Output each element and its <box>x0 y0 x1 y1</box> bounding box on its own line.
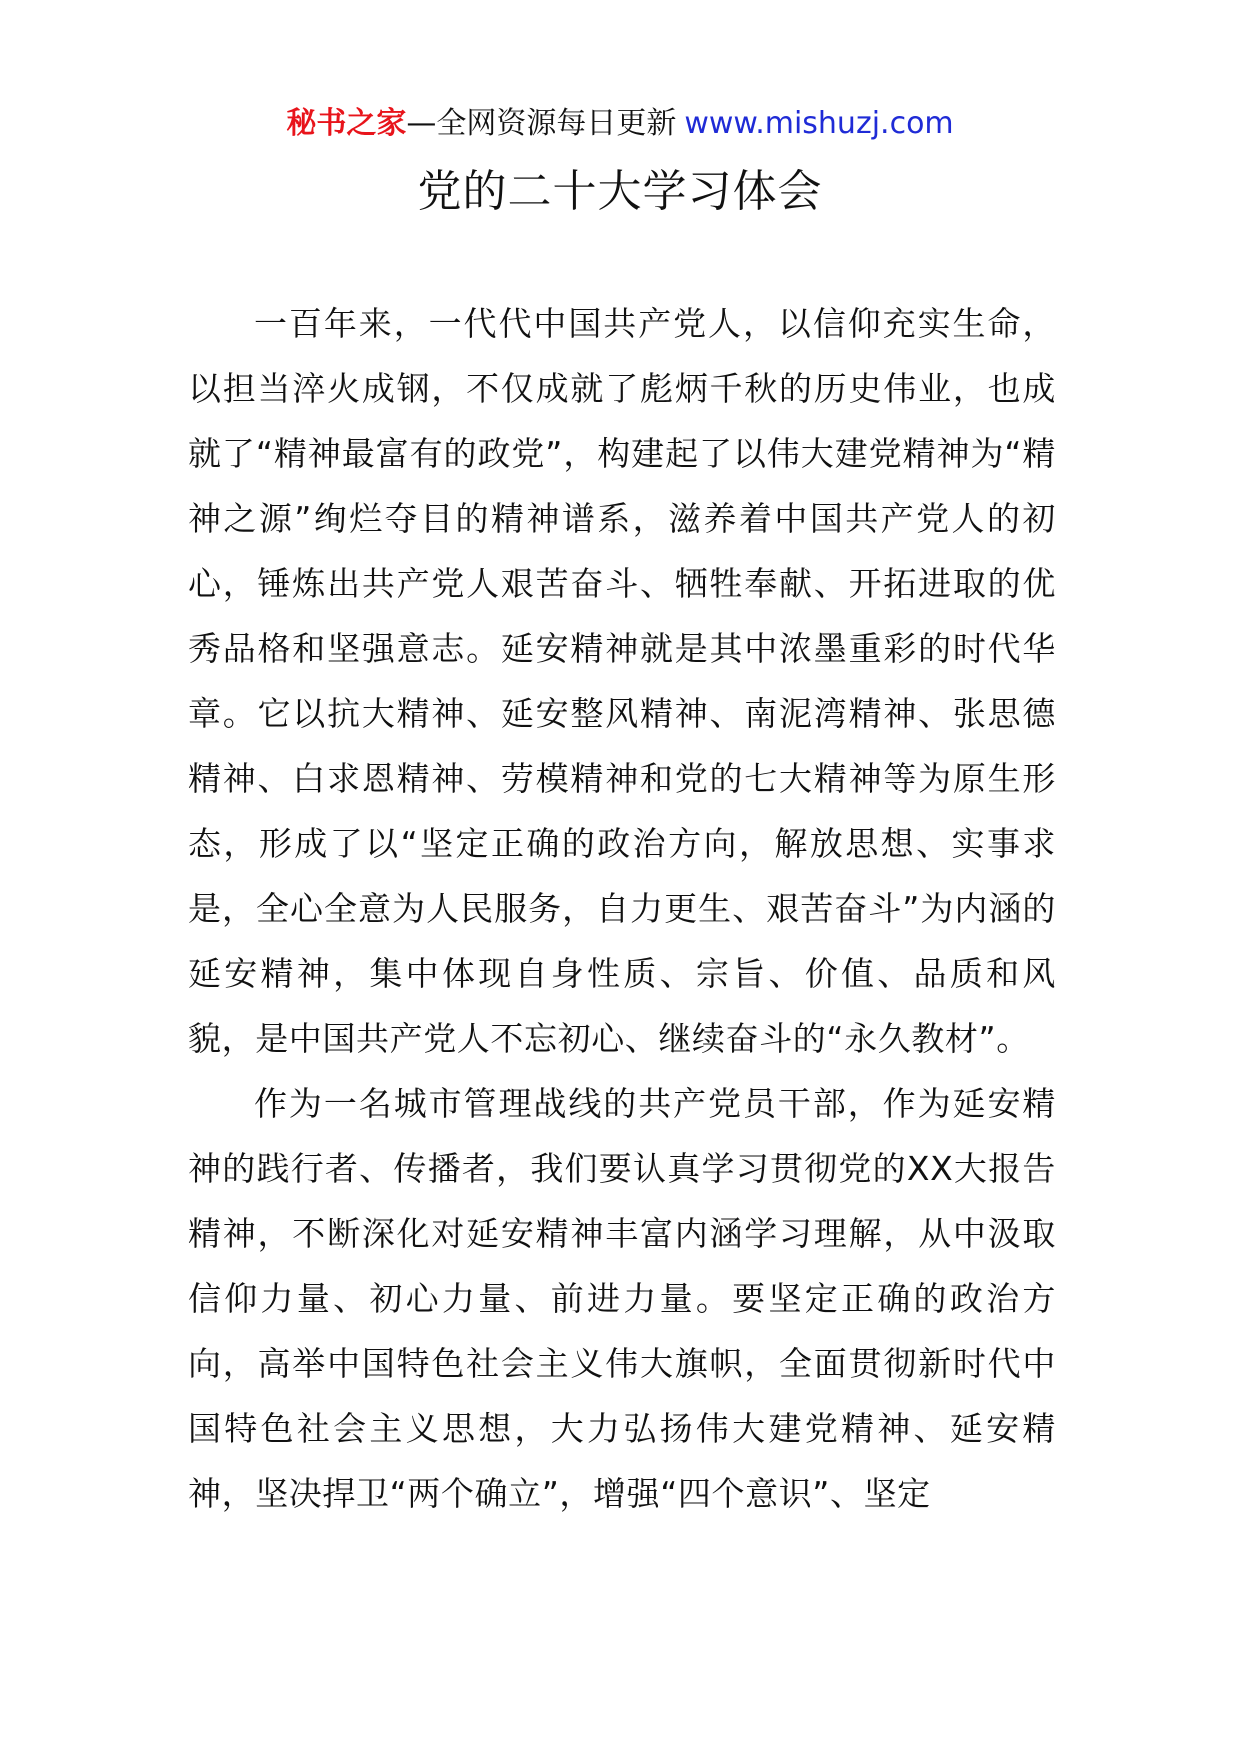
document-title: 党的二十大学习体会 <box>417 166 823 217</box>
document-body <box>188 291 1056 1526</box>
paragraph: 作为一名城市管理战线的共产党员干部，作为延安精神的践行者、传播者，我们要认真学习贯彻党的XX大报告精神，不断深化对延安精神丰富内涵学习理解，从中汲取信仰力量、初心力量、前进力量。要坚定正确的政治方向，高举中国特色社会主义伟大旗帜，全面贯彻新时代中国特色社会主义思想，大力弘扬伟大建党精神、延安精神，坚决捍卫“两个确立”，增强“四个意识”、坚定 <box>188 1084 1056 1513</box>
header-slogan: —全网资源每日更新 <box>406 106 677 141</box>
site-header <box>0 102 1240 146</box>
brand-name: 秘书之家 <box>286 106 407 141</box>
paragraph: 一百年来，一代代中国共产党人，以信仰充实生命，以担当淬火成钢，不仅成就了彪炳千秋的历史伟业，也成就了“精神最富有的政党”，构建起了以伟大建党精神为“精神之源”绚烂夺目的精神谱系，滋养着中国共产党人的初心，锤炼出共产党人艰苦奋斗、牺牲奉献、开拓进取的优秀品格和坚强意志。延安精神就是其中浓墨重彩的时代华章。它以抗大精神、延安整风精神、南泥湾精神、张思德精神、白求恩精神、劳模精神和党的七大精神等为原生形态，形成了以“坚定正确的政治方向，解放思想、实事求是，全心全意为人民服务，自力更生、艰苦奋斗”为内涵的延安精神，集中体现自身性质、宗旨、价值、品质和风貌，是中国共产党人不忘初心、继续奋斗的“永久教材”。 <box>188 304 1056 1058</box>
site-url-link[interactable]: www.mishuzj.com <box>684 106 954 141</box>
